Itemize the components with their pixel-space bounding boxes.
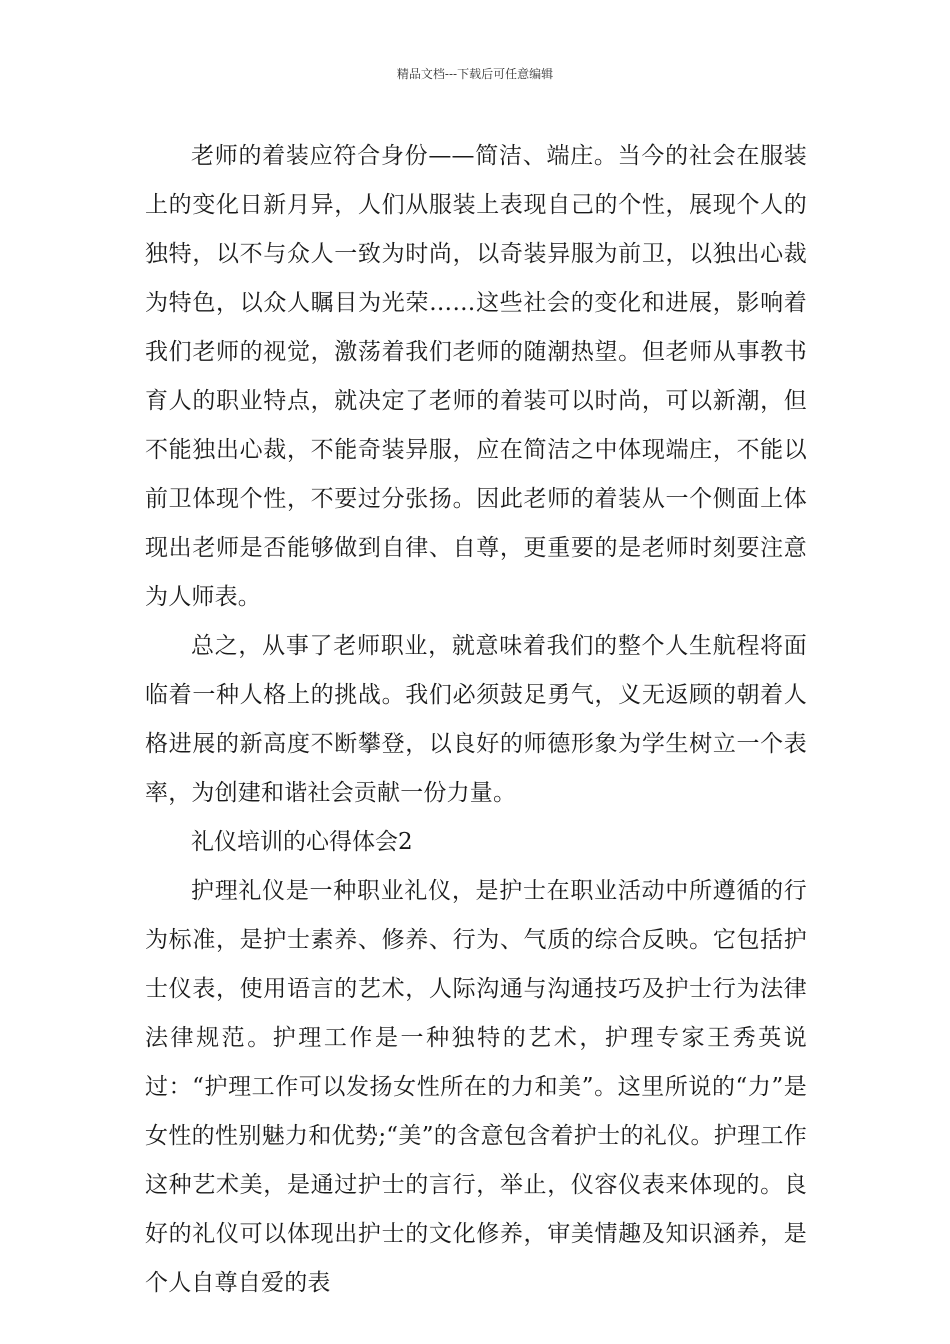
document-body: [145, 132, 807, 1308]
section-heading: 礼仪培训的心得体会2: [191, 829, 413, 855]
body-paragraph-1: 老师的着装应符合身份——简洁、端庄。当今的社会在服装上的变化日新月异，人们从服装上表现自己的个性，展现个人的独特，以不与众人一致为时尚，以奇装异服为前卫，以独出心裁为特色，以众人瞩目为光荣……这些社会的变化和进展，影响着我们老师的视觉，激荡着我们老师的随潮热望。但老师从事教书育人的职业特点，就决定了老师的着装可以时尚，可以新潮，但不能独出心裁，不能奇装异服，应在简洁之中体现端庄，不能以前卫体现个性，不要过分张扬。因此老师的着装从一个侧面上体现出老师是否能够做到自律、自尊，更重要的是老师时刻要注意为人师表。: [145, 143, 807, 610]
body-paragraph-2: 总之，从事了老师职业，就意味着我们的整个人生航程将面临着一种人格上的挑战。我们必须鼓足勇气，义无返顾的朝着人格进展的新高度不断攀登，以良好的师德形象为学生树立一个表率，为创建和谐社会贡献一份力量。: [145, 633, 807, 806]
body-paragraph-3: 护理礼仪是一种职业礼仪，是护士在职业活动中所遵循的行为标准，是护士素养、修养、行为、气质的综合反映。它包括护士仪表，使用语言的艺术，人际沟通与沟通技巧及护士行为法律法律规范。护理工作是一种独特的艺术，护理专家王秀英说过：“护理工作可以发扬女性所在的力和美”。这里所说的“力”是女性的性别魅力和优势;“美”的含意包含着护士的礼仪。护理工作这种艺术美，是通过护士的言行，举止，仪容仪表来体现的。良好的礼仪可以体现出护士的文化修养，审美情趣及知识涵养，是个人自尊自爱的表: [145, 878, 807, 1296]
page-header: 精品文档---下载后可任意编辑: [396, 67, 554, 81]
